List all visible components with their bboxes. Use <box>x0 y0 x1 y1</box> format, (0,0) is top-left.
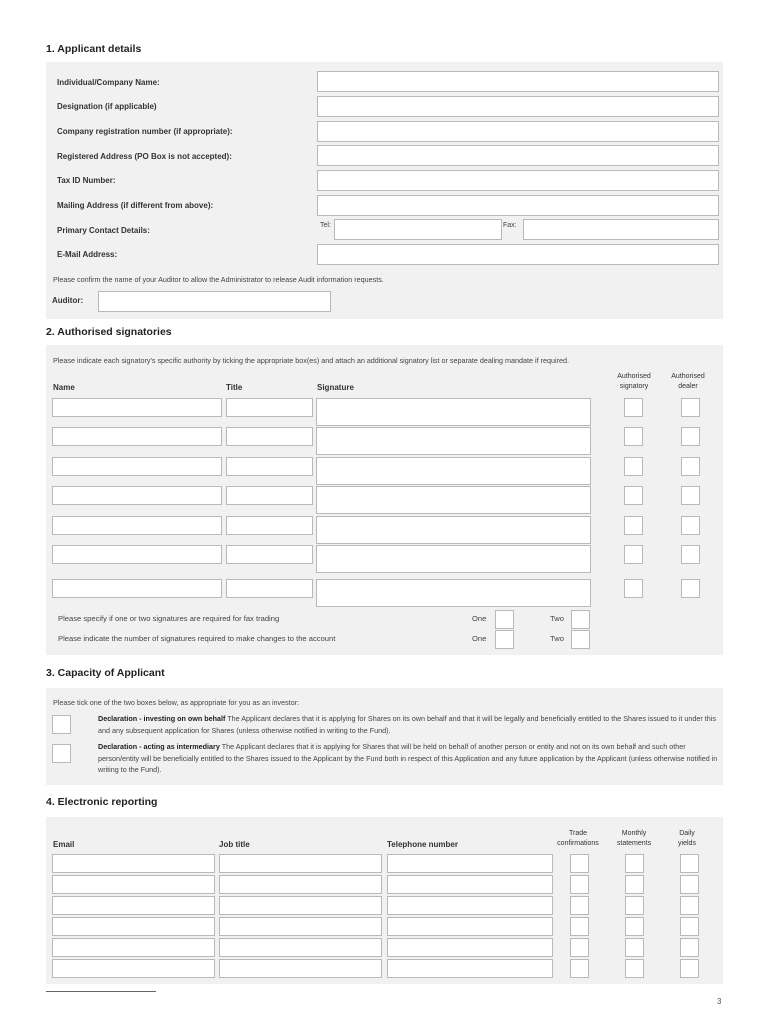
fax-one-checkbox[interactable] <box>495 610 514 629</box>
field-label-name: Individual/Company Name: <box>57 78 160 87</box>
signatory-title-input[interactable] <box>226 457 313 476</box>
change-signature-question: Please indicate the number of signatures required to make changes to the account <box>58 634 336 643</box>
authorised-dealer-checkbox[interactable] <box>681 579 700 598</box>
signatory-signature-box[interactable] <box>316 427 591 455</box>
report-job-title-input[interactable] <box>219 917 382 936</box>
signatory-signature-box[interactable] <box>316 545 591 573</box>
report-telephone-input[interactable] <box>387 875 553 894</box>
signatory-title-input[interactable] <box>226 516 313 535</box>
email-address-input[interactable] <box>317 244 719 265</box>
own-behalf-checkbox[interactable] <box>52 715 71 734</box>
col-header-authorised-signatory: Authorised signatory <box>617 373 651 390</box>
field-label-email: E-Mail Address: <box>57 250 118 259</box>
report-telephone-input[interactable] <box>387 938 553 957</box>
footer-rule <box>46 991 156 992</box>
report-email-input[interactable] <box>52 917 215 936</box>
own-behalf-title: Declaration - investing on own behalf <box>98 714 226 723</box>
registration-number-input[interactable] <box>317 121 719 142</box>
capacity-instruction: Please tick one of the two boxes below, as appropriate for you as an investor: <box>53 698 300 707</box>
authorised-signatory-checkbox[interactable] <box>624 579 643 598</box>
fax-two-checkbox[interactable] <box>571 610 590 629</box>
signatory-title-input[interactable] <box>226 398 313 417</box>
report-telephone-input[interactable] <box>387 917 553 936</box>
authorised-dealer-checkbox[interactable] <box>681 427 700 446</box>
intermediary-declaration <box>98 741 718 776</box>
report-telephone-input[interactable] <box>387 854 553 873</box>
signatory-signature-box[interactable] <box>316 457 591 485</box>
col-header-signature: Signature <box>317 383 354 392</box>
authorised-signatory-checkbox[interactable] <box>624 486 643 505</box>
col-header-trade-confirmations: Trade confirmations <box>557 830 599 847</box>
auditor-input[interactable] <box>98 291 331 312</box>
monthly-statements-checkbox[interactable] <box>625 938 644 957</box>
intermediary-title: Declaration - acting as intermediary <box>98 742 220 751</box>
authorised-signatory-checkbox[interactable] <box>624 427 643 446</box>
section-heading-capacity: 3. Capacity of Applicant <box>46 667 165 679</box>
tel-label: Tel: <box>320 222 331 229</box>
designation-input[interactable] <box>317 96 719 117</box>
page-number: 3 <box>717 997 722 1006</box>
monthly-statements-checkbox[interactable] <box>625 875 644 894</box>
trade-confirmations-checkbox[interactable] <box>570 854 589 873</box>
daily-yields-checkbox[interactable] <box>680 938 699 957</box>
section-heading-authorised-signatories: 2. Authorised signatories <box>46 326 172 338</box>
daily-yields-checkbox[interactable] <box>680 854 699 873</box>
col-header-job-title: Job title <box>219 840 250 849</box>
monthly-statements-checkbox[interactable] <box>625 917 644 936</box>
signatory-signature-box[interactable] <box>316 398 591 426</box>
change-two-label: Two <box>550 634 564 643</box>
trade-confirmations-checkbox[interactable] <box>570 938 589 957</box>
trade-confirmations-checkbox[interactable] <box>570 875 589 894</box>
tax-id-input[interactable] <box>317 170 719 191</box>
authorised-signatory-checkbox[interactable] <box>624 545 643 564</box>
own-behalf-declaration <box>98 713 718 736</box>
report-job-title-input[interactable] <box>219 854 382 873</box>
authorised-dealer-checkbox[interactable] <box>681 398 700 417</box>
report-email-input[interactable] <box>52 854 215 873</box>
col-header-title: Title <box>226 383 243 392</box>
section-heading-electronic-reporting: 4. Electronic reporting <box>46 796 158 808</box>
company-name-input[interactable] <box>317 71 719 92</box>
col-header-daily-yields: Daily yields <box>678 830 696 847</box>
signatory-name-input[interactable] <box>52 398 222 417</box>
authorised-dealer-checkbox[interactable] <box>681 486 700 505</box>
report-job-title-input[interactable] <box>219 896 382 915</box>
field-label-designation: Designation (if applicable) <box>57 102 157 111</box>
own-behalf-text: The Applicant declares that it is applying for Shares on its own behalf and that it will be legally and beneficially entitled to the Shares issued to it under this and any subsequent application for Shares (unless otherwise notified in writing to the Fund). <box>98 714 716 735</box>
col-header-email: Email <box>53 840 75 849</box>
signatory-name-input[interactable] <box>52 457 222 476</box>
col-header-monthly-statements: Monthly statements <box>616 830 652 847</box>
signatories-panel <box>46 345 723 655</box>
fax-two-label: Two <box>550 614 564 623</box>
report-job-title-input[interactable] <box>219 875 382 894</box>
authorised-dealer-checkbox[interactable] <box>681 516 700 535</box>
field-label-registered-address: Registered Address (PO Box is not accepted): <box>57 152 232 161</box>
signatory-name-input[interactable] <box>52 545 222 564</box>
signatory-title-input[interactable] <box>226 486 313 505</box>
col-header-authorised-dealer: Authorised dealer <box>671 373 705 390</box>
daily-yields-checkbox[interactable] <box>680 959 699 978</box>
report-telephone-input[interactable] <box>387 896 553 915</box>
section-heading-applicant-details: 1. Applicant details <box>46 43 142 55</box>
authorised-signatory-checkbox[interactable] <box>624 516 643 535</box>
col-header-name: Name <box>53 383 75 392</box>
mailing-address-input[interactable] <box>317 195 719 216</box>
fax-signature-question: Please specify if one or two signatures are required for fax trading <box>58 614 280 623</box>
report-email-input[interactable] <box>52 938 215 957</box>
monthly-statements-checkbox[interactable] <box>625 896 644 915</box>
authorised-dealer-checkbox[interactable] <box>681 457 700 476</box>
report-telephone-input[interactable] <box>387 959 553 978</box>
capacity-panel <box>46 688 723 785</box>
signatory-name-input[interactable] <box>52 427 222 446</box>
signatory-name-input[interactable] <box>52 486 222 505</box>
report-job-title-input[interactable] <box>219 959 382 978</box>
intermediary-text: The Applicant declares that it is applying for Shares that will be held on behalf of another person or entity and not on its own behalf and such other person/entity will be beneficially entitled to the Shares issued to the Applicant by the Fund both in respect of this Application and any future application by the Applicant (unless otherwise notified in writing to the Fund). <box>98 742 718 774</box>
report-email-input[interactable] <box>52 875 215 894</box>
authorised-dealer-checkbox[interactable] <box>681 545 700 564</box>
daily-yields-checkbox[interactable] <box>680 917 699 936</box>
intermediary-checkbox[interactable] <box>52 744 71 763</box>
report-email-input[interactable] <box>52 896 215 915</box>
fax-label: Fax: <box>503 222 517 229</box>
signatory-title-input[interactable] <box>226 579 313 598</box>
electronic-reporting-panel <box>46 817 723 984</box>
signatory-title-input[interactable] <box>226 427 313 446</box>
field-label-mailing-address: Mailing Address (if different from above): <box>57 201 214 210</box>
auditor-note: Please confirm the name of your Auditor to allow the Administrator to release Audit information requests. <box>53 275 384 284</box>
report-job-title-input[interactable] <box>219 938 382 957</box>
trade-confirmations-checkbox[interactable] <box>570 896 589 915</box>
fax-input[interactable] <box>523 219 719 240</box>
field-label-primary-contact: Primary Contact Details: <box>57 226 150 235</box>
signatory-name-input[interactable] <box>52 516 222 535</box>
auditor-label: Auditor: <box>52 296 84 305</box>
tel-input[interactable] <box>334 219 502 240</box>
report-email-input[interactable] <box>52 959 215 978</box>
field-label-registration: Company registration number (if appropriate): <box>57 127 233 136</box>
col-header-telephone: Telephone number <box>387 840 458 849</box>
signatory-name-input[interactable] <box>52 579 222 598</box>
trade-confirmations-checkbox[interactable] <box>570 959 589 978</box>
authorised-signatory-checkbox[interactable] <box>624 457 643 476</box>
monthly-statements-checkbox[interactable] <box>625 959 644 978</box>
change-one-checkbox[interactable] <box>495 630 514 649</box>
change-one-label: One <box>472 634 487 643</box>
signatory-signature-box[interactable] <box>316 516 591 544</box>
signatories-instruction: Please indicate each signatory's specific authority by ticking the appropriate box(es) and attach an additional signatory list or separate dealing mandate if required. <box>53 356 569 365</box>
field-label-tax-id: Tax ID Number: <box>57 176 116 185</box>
daily-yields-checkbox[interactable] <box>680 896 699 915</box>
applicant-details-panel <box>46 62 723 319</box>
signatory-signature-box[interactable] <box>316 486 591 514</box>
trade-confirmations-checkbox[interactable] <box>570 917 589 936</box>
signatory-signature-box[interactable] <box>316 579 591 607</box>
registered-address-input[interactable] <box>317 145 719 166</box>
monthly-statements-checkbox[interactable] <box>625 854 644 873</box>
fax-one-label: One <box>472 614 487 623</box>
authorised-signatory-checkbox[interactable] <box>624 398 643 417</box>
signatory-title-input[interactable] <box>226 545 313 564</box>
daily-yields-checkbox[interactable] <box>680 875 699 894</box>
change-two-checkbox[interactable] <box>571 630 590 649</box>
